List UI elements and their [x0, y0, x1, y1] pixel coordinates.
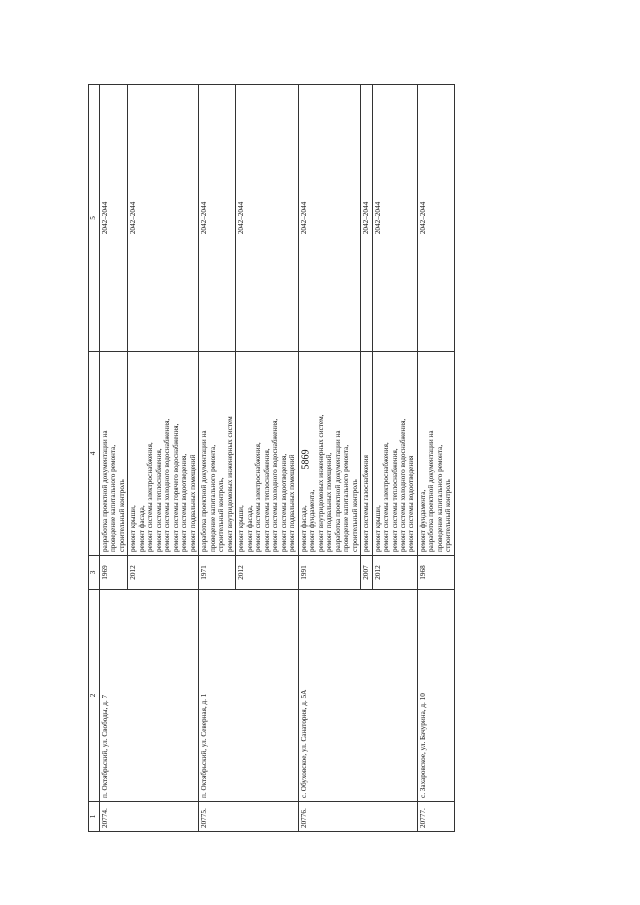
work-item: ремонт подвальных помещений, [325, 452, 334, 552]
work-item: проведение капитального ремонта, [109, 444, 118, 552]
rotated-page [88, 85, 556, 832]
work-item: ремонт системы теплоснабжения, [390, 448, 399, 552]
work-item: строительный контроль [117, 479, 126, 552]
column-header: 5 [89, 85, 100, 352]
work-item: ремонт крыши, [373, 505, 382, 552]
work-item: ремонт системы холодного водоснабжения, [398, 418, 407, 552]
term-cell: 2042–2044 [417, 85, 454, 352]
address-cell: с. Обуховское, ул. Санатория, д. 5А [298, 590, 417, 802]
header-row [89, 85, 100, 832]
year-cell: 2012 [128, 556, 199, 590]
term-cell: 2042–2044 [372, 85, 417, 352]
work-item: проведение капитального ремонта, [435, 444, 444, 552]
work-item: строительный контроль, [217, 477, 226, 552]
address-cell: с. Захаровское, ул. Бачурина, д. 10 [417, 590, 454, 802]
work-item: ремонт системы холодного водоснабжения, [271, 418, 280, 552]
works-cell [372, 352, 417, 556]
works-cell [199, 352, 236, 556]
work-item: ремонт внутридомовых инженерных систем, [316, 414, 325, 552]
row-number: 20775. [199, 802, 298, 832]
table-row [298, 85, 360, 832]
year-cell: 2007 [361, 556, 372, 590]
work-item: ремонт системы теплоснабжения, [154, 448, 163, 552]
row-number: 20774. [100, 802, 199, 832]
work-item: ремонт фасада, [137, 505, 146, 552]
works-cell [100, 352, 128, 556]
work-item: проведение капитального ремонта, [342, 444, 351, 552]
work-item: разработка проектной документации на [333, 430, 342, 552]
work-item: ремонт системы электроснабжения, [382, 442, 391, 552]
year-cell: 2012 [372, 556, 417, 590]
column-header: 4 [89, 352, 100, 556]
column-header: 2 [89, 590, 100, 802]
column-header: 3 [89, 556, 100, 590]
page-number: 5869 [300, 449, 312, 470]
work-item: ремонт подвальных помещений [288, 454, 297, 552]
table-row [417, 85, 454, 832]
work-item: разработка проектной документации на [101, 430, 109, 552]
year-cell: 1971 [199, 556, 236, 590]
work-item: ремонт крыши, [129, 505, 138, 552]
work-item: ремонт системы водоотведения, [279, 453, 288, 552]
term-cell: 2042–2044 [298, 85, 360, 352]
term-cell: 2042–2044 [236, 85, 298, 352]
table-row [100, 85, 128, 832]
work-item: ремонт системы водоотведения, [180, 453, 189, 552]
year-cell: 1969 [100, 556, 128, 590]
table-row [199, 85, 236, 832]
term-cell: 2042–2044 [128, 85, 199, 352]
row-number: 20776. [298, 802, 417, 832]
term-cell: 2042–2044 [100, 85, 128, 352]
work-item: ремонт внутридомовых инженерных систем [225, 416, 234, 552]
work-item: строительный контроль [444, 479, 453, 552]
row-number: 20777. [417, 802, 454, 832]
works-cell [417, 352, 454, 556]
term-cell: 2042–2044 [199, 85, 236, 352]
year-cell: 1991 [298, 556, 360, 590]
works-cell [128, 352, 199, 556]
address-cell: п. Октябрьский, ул. Свободы, д. 7 [100, 590, 199, 802]
work-item: ремонт фасада, [299, 505, 308, 552]
works-cell [298, 352, 360, 556]
work-item: ремонт крыши, [237, 505, 246, 552]
work-item: ремонт фундамента, [308, 489, 317, 552]
work-item: ремонт системы газоснабжения [362, 455, 371, 552]
work-item: строительный контроль [350, 479, 359, 552]
work-item: разработка проектной документации на [200, 430, 209, 552]
repair-schedule-table [88, 84, 455, 832]
work-item: ремонт системы электроснабжения, [254, 442, 263, 552]
work-item: ремонт подвальных помещений [188, 454, 197, 552]
work-item: ремонт фундамента, [418, 489, 427, 552]
works-cell [236, 352, 298, 556]
work-item: ремонт системы электроснабжения, [146, 442, 155, 552]
column-header: 1 [89, 802, 100, 832]
work-item: ремонт системы горячего водоснабжения, [171, 423, 180, 552]
term-cell: 2042–2044 [361, 85, 372, 352]
work-item: проведение капитального ремонта, [208, 444, 217, 552]
work-item: ремонт системы теплоснабжения, [262, 448, 271, 552]
works-cell [361, 352, 372, 556]
work-item: разработка проектной документации на [427, 430, 436, 552]
year-cell: 2012 [236, 556, 298, 590]
work-item: ремонт системы холодного водоснабжения, [163, 418, 172, 552]
work-item: ремонт системы водоотведения [407, 455, 416, 552]
work-item: ремонт фасада, [245, 505, 254, 552]
year-cell: 1968 [417, 556, 454, 590]
address-cell: п. Октябрьский, ул. Северная, д. 1 [199, 590, 298, 802]
